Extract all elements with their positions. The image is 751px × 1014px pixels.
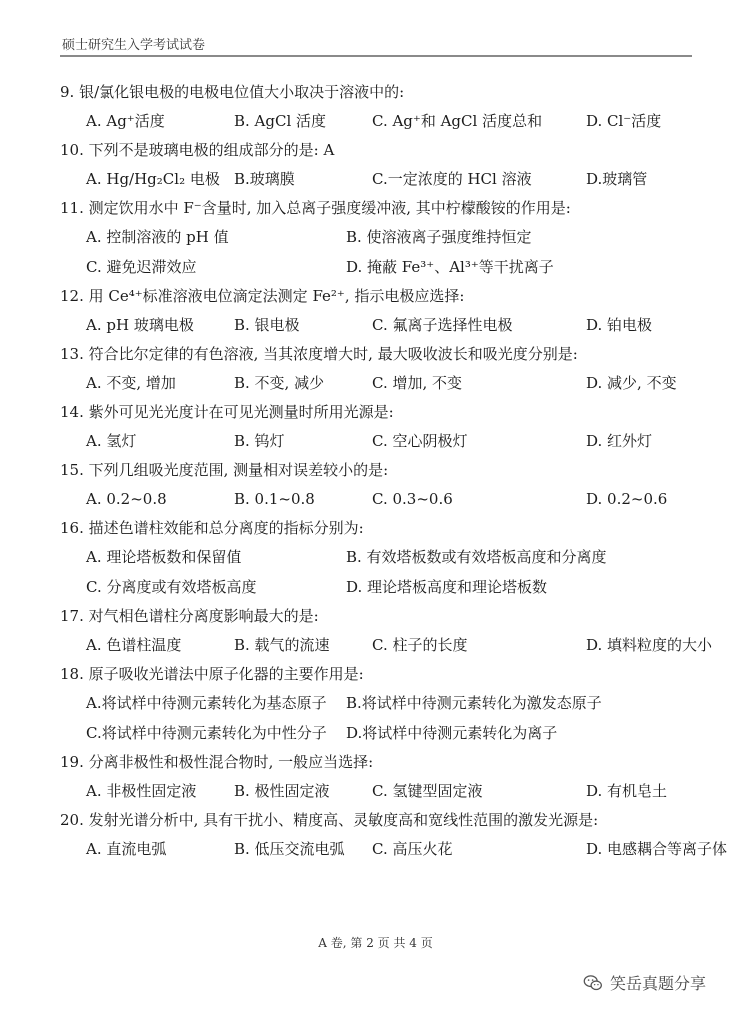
answer-option: A. 理论塔板数和保留值 (86, 548, 242, 566)
header-divider (60, 55, 692, 57)
answer-option: A. pH 玻璃电极 (86, 316, 194, 334)
option-row (60, 222, 700, 252)
answer-option: A. 不变, 增加 (86, 374, 176, 392)
option-row (60, 106, 700, 136)
answer-option: C. 高压火花 (372, 840, 453, 858)
answer-option: D. 红外灯 (586, 432, 653, 450)
answer-option: A. 非极性固定液 (86, 782, 197, 800)
answer-option: D. 有机皂土 (586, 782, 668, 800)
question-stem: 14. 紫外可见光光度计在可见光测量时所用光源是: (60, 403, 394, 421)
question-stem: 12. 用 Ce⁴⁺标准溶液电位滴定法测定 Fe²⁺, 指示电极应选择: (60, 287, 465, 305)
answer-option: C. 0.3~0.6 (372, 490, 453, 508)
answer-option: D. 铂电极 (586, 316, 653, 334)
answer-option: B. 银电极 (234, 316, 300, 334)
answer-option: C. 柱子的长度 (372, 636, 468, 654)
option-row (60, 252, 700, 282)
answer-option: B. 使溶液离子强度维持恒定 (346, 228, 532, 246)
question-list (60, 78, 728, 864)
question-stem: 13. 符合比尔定律的有色溶液, 当其浓度增大时, 最大吸收波长和吸光度分别是: (60, 345, 578, 363)
answer-option: A. Hg/Hg₂Cl₂ 电极 (86, 170, 220, 188)
answer-option: D.将试样中待测元素转化为离子 (346, 724, 558, 742)
answer-option: D. 掩蔽 Fe³⁺、Al³⁺等干扰离子 (346, 258, 554, 276)
answer-option: C. 氢键型固定液 (372, 782, 483, 800)
answer-option: C. 增加, 不变 (372, 374, 463, 392)
watermark-text: 笑岳真题分享 (610, 974, 707, 993)
answer-option: A. 控制溶液的 pH 值 (86, 228, 229, 246)
option-row (60, 484, 700, 514)
answer-option: A. Ag⁺活度 (86, 112, 165, 130)
answer-option: B. 低压交流电弧 (234, 840, 345, 858)
answer-option: B. 极性固定液 (234, 782, 330, 800)
option-row (60, 542, 700, 572)
question-stem: 20. 发射光谱分析中, 具有干扰小、精度高、灵敏度高和宽线性范围的激发光源是: (60, 811, 599, 829)
answer-option: C. 避免迟滞效应 (86, 258, 197, 276)
answer-option: B. 不变, 减少 (234, 374, 325, 392)
question-stem: 17. 对气相色谱柱分离度影响最大的是: (60, 607, 319, 625)
question-stem: 16. 描述色谱柱效能和总分离度的指标分别为: (60, 519, 364, 537)
option-row (60, 310, 700, 340)
question-stem: 18. 原子吸收光谱法中原子化器的主要作用是: (60, 665, 364, 683)
question-stem: 11. 测定饮用水中 F⁻含量时, 加入总离子强度缓冲液, 其中柠檬酸铵的作用是: (60, 199, 571, 217)
page-header-title: 硕士研究生入学考试试卷 (62, 38, 206, 53)
answer-option: C.将试样中待测元素转化为中性分子 (86, 724, 327, 742)
answer-option: D. 电感耦合等离子体 (586, 840, 728, 858)
answer-option: A. 色谱柱温度 (86, 636, 182, 654)
answer-option: A.将试样中待测元素转化为基态原子 (86, 694, 327, 712)
option-row (60, 368, 700, 398)
question-stem: 10. 下列不是玻璃电极的组成部分的是: A (60, 141, 335, 159)
answer-option: D. Cl⁻活度 (586, 112, 662, 130)
answer-option: C. 空心阴极灯 (372, 432, 468, 450)
wechat-icon (582, 972, 604, 994)
option-row (60, 718, 700, 748)
answer-option: C.一定浓度的 HCl 溶液 (372, 170, 532, 188)
answer-option: D.玻璃管 (586, 170, 648, 188)
answer-option: B. 载气的流速 (234, 636, 330, 654)
answer-option: B. 0.1~0.8 (234, 490, 315, 508)
option-row (60, 776, 700, 806)
answer-option: B.玻璃膜 (234, 170, 295, 188)
option-row (60, 426, 700, 456)
answer-option: D. 填料粒度的大小 (586, 636, 713, 654)
answer-option: D. 减少, 不变 (586, 374, 677, 392)
question-stem: 15. 下列几组吸光度范围, 测量相对误差较小的是: (60, 461, 389, 479)
question-stem: 9. 银/氯化银电极的电极电位值大小取决于溶液中的: (60, 83, 405, 101)
answer-option: D. 0.2~0.6 (586, 490, 668, 508)
answer-option: B. AgCl 活度 (234, 112, 327, 130)
answer-option: C. Ag⁺和 AgCl 活度总和 (372, 112, 543, 130)
answer-option: A. 直流电弧 (86, 840, 167, 858)
answer-option: B.将试样中待测元素转化为激发态原子 (346, 694, 602, 712)
option-row (60, 630, 713, 660)
answer-option: A. 氢灯 (86, 432, 137, 450)
option-row (60, 164, 700, 194)
option-row (60, 572, 700, 602)
answer-option: A. 0.2~0.8 (86, 490, 167, 508)
question-stem: 19. 分离非极性和极性混合物时, 一般应当选择: (60, 753, 374, 771)
page-footer: A 卷, 第 2 页 共 4 页 (318, 936, 433, 950)
watermark (582, 971, 706, 994)
answer-option: C. 分离度或有效塔板高度 (86, 578, 257, 596)
answer-option: B. 钨灯 (234, 432, 285, 450)
answer-option: C. 氟离子选择性电极 (372, 316, 513, 334)
answer-option: B. 有效塔板数或有效塔板高度和分离度 (346, 548, 607, 566)
option-row (60, 834, 728, 864)
option-row (60, 688, 700, 718)
answer-option: D. 理论塔板高度和理论塔板数 (346, 578, 548, 596)
